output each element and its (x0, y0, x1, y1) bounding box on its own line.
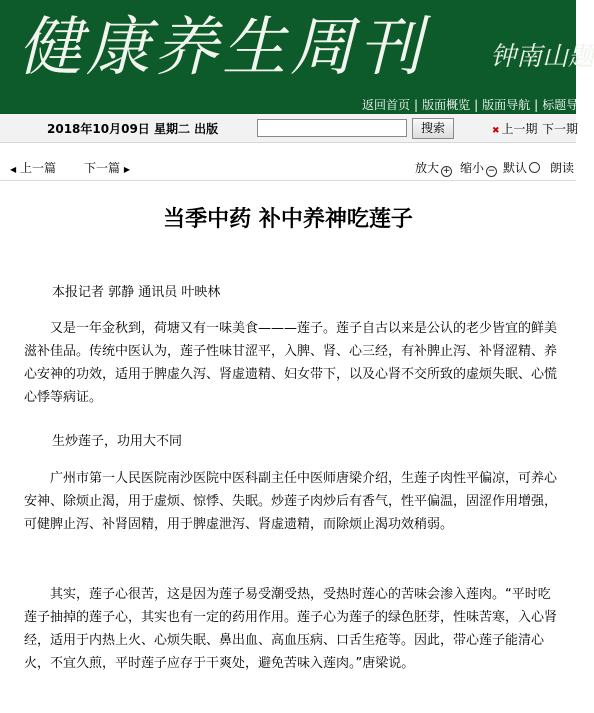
next-article-label: 下一篇 (84, 161, 121, 175)
plus-circle-icon: + (442, 166, 451, 176)
zoom-in-label: 放大 (415, 161, 440, 175)
prev-article-link[interactable] (10, 159, 56, 176)
article-paragraph: 又是一年金秋到，荷塘又有一味美食———莲子。莲子自古以来是公认的老少皆宜的鲜美滋补佳品。传统中医认为，莲子性味甘涩平，入脾、肾、心三经，有补脾止泻、补肾涩精、养心安神的功效，适用于脾虚久泻、肾虚遗精、妇女带下，以及心肾不交所致的虚烦失眠、心慌心悸等病证。 (24, 321, 558, 405)
article-toolbar (0, 150, 576, 181)
masthead-banner (0, 0, 594, 96)
nav-separator: | (534, 98, 539, 112)
search-button[interactable]: 搜索 (412, 118, 454, 139)
nav-link-home[interactable]: 返回首页 (362, 98, 411, 112)
zoom-out-label: 缩小 (460, 161, 485, 175)
next-article-link[interactable] (84, 159, 130, 176)
issue-date: 2018年10月09日 星期二 出版 (47, 122, 219, 136)
article-byline: 本报记者 郭静 通讯员 叶映林 (52, 285, 221, 300)
prev-issue-link[interactable] (492, 120, 538, 137)
prev-article-label: 上一篇 (19, 161, 56, 175)
masthead-title: 健康养生周刊 (18, 11, 426, 85)
search-input[interactable] (257, 119, 407, 137)
nav-link-title-nav[interactable]: 标题导航 (542, 98, 591, 112)
nav-link-layout-overview[interactable]: 版面概览 (422, 98, 471, 112)
triangle-left-icon: ◀ (10, 165, 17, 174)
zoom-out-option[interactable] (460, 159, 497, 177)
date-search-bar (0, 114, 579, 143)
article-subheading: 生炒莲子，功用大不同 (52, 434, 183, 449)
top-nav-bar (0, 96, 591, 114)
calligraphy-signature: 钟南山题 (490, 42, 594, 72)
nav-separator: | (474, 98, 479, 112)
close-icon: ✖ (492, 126, 500, 136)
triangle-right-icon: ▶ (123, 165, 130, 174)
article-paragraph: 其实，莲子心很苦，这是因为莲子易受潮受热，受热时莲心的苦味会渗入莲肉。“平时吃莲子抽掉的莲子心，其实也有一定的药用作用。莲子心为莲子的绿色胚芽，性味苦寒，入心肾经，适用于内热上火、心烦失眠、鼻出血、高血压病、口舌生疮等。因此，带心莲子能清心火，不宜久煎，平时莲子应存于干爽处，避免苦味入莲肉。”唐梁说。 (24, 587, 558, 671)
radio-circle-icon (529, 162, 540, 173)
next-issue-link[interactable]: 下一期 (542, 122, 579, 136)
zoom-in-option[interactable] (415, 159, 452, 177)
nav-separator: | (414, 98, 419, 112)
nav-link-layout-nav[interactable]: 版面导航 (482, 98, 531, 112)
read-aloud-option[interactable]: 朗读 (550, 161, 575, 175)
article-paragraph: 广州市第一人民医院南沙医院中医科副主任中医师唐梁介绍，生莲子肉性平偏凉，可养心安神、除烦止渴，用于虚烦、惊悸、失眠。炒莲子肉炒后有香气，性平偏温，固涩作用增强，可健脾止泻、补肾固精，用于脾虚泄泻、肾虚遗精，而除烦止渴功效稍弱。 (24, 471, 558, 532)
default-size-option[interactable] (503, 159, 540, 176)
default-size-label: 默认 (503, 161, 528, 175)
article-body (0, 181, 576, 713)
prev-issue-label: 上一期 (501, 122, 538, 136)
article-headline: 当季中药 补中养神吃莲子 (163, 207, 413, 232)
nav-links (362, 96, 590, 114)
minus-circle-icon: − (487, 166, 496, 176)
